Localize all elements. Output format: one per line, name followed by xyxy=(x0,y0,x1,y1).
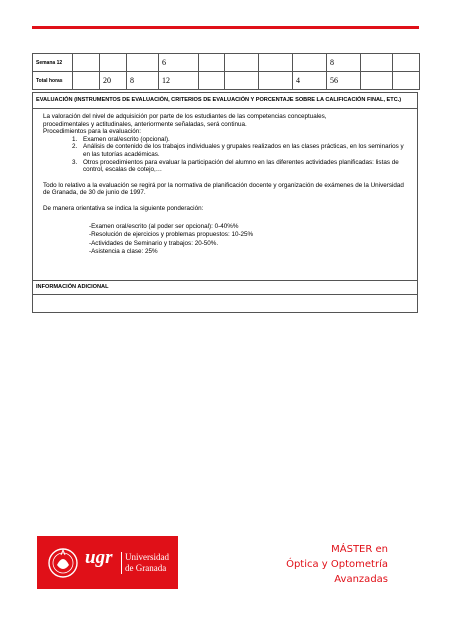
ponderacion-item: -Resolución de ejercicios y problemas propuestos: 10-25% xyxy=(89,231,254,239)
table-cell xyxy=(199,72,225,90)
master-line-2: Óptica y Optometría xyxy=(286,559,388,570)
table-cell: 12 xyxy=(159,72,199,90)
table-cell: 8 xyxy=(127,72,159,90)
table-cell xyxy=(127,54,159,72)
additional-info-heading: INFORMACIÓN ADICIONAL xyxy=(33,281,417,295)
master-title xyxy=(286,542,388,587)
ponderacion-item: -Asistencia a clase: 25% xyxy=(89,248,158,256)
table-cell xyxy=(199,54,225,72)
evaluation-body xyxy=(33,109,417,257)
master-line-1: MÁSTER en xyxy=(331,544,388,555)
hours-table xyxy=(32,53,420,90)
table-cell xyxy=(259,72,293,90)
pomegranate-crest-icon xyxy=(47,545,79,579)
ponderacion-list xyxy=(89,223,409,257)
table-row xyxy=(33,72,420,90)
table-cell: 6 xyxy=(159,54,199,72)
intro-line-3: Procedimientos para la evaluación: xyxy=(43,128,142,136)
logo-ugr: ugr xyxy=(85,547,113,568)
row-label: Semana 12 xyxy=(33,54,73,72)
table-cell xyxy=(73,54,100,72)
logo-name xyxy=(121,552,169,574)
evaluation-section xyxy=(32,92,418,281)
additional-info-section xyxy=(32,280,418,313)
intro-line-2: procedimentales y actitudinales, anteriormente señaladas, será continua. xyxy=(43,120,247,128)
header-rule xyxy=(32,26,419,29)
table-cell: 4 xyxy=(293,72,327,90)
table-cell: 56 xyxy=(327,72,361,90)
ponderacion-intro: De manera orientativa se indica la siguiente ponderación: xyxy=(43,204,204,212)
table-cell: 8 xyxy=(327,54,361,72)
university-logo xyxy=(37,536,178,589)
row-label: Total horas xyxy=(33,72,73,90)
intro-line-1: La valoración del nivel de adquisición por parte de los estudiantes de las competencias conceptuales, xyxy=(43,113,327,120)
normativa-text: Todo lo relativo a la evaluación se regirá por la normativa de planificación docente y organización de exámenes de la Universidad de Granada, de 30 de junio de 1997. xyxy=(43,181,404,197)
ponderacion-item: -Examen oral/escrito (al poder ser opcional): 0-40%% xyxy=(89,222,239,230)
evaluation-heading: EVALUACIÓN (INSTRUMENTOS DE EVALUACIÓN, CRITERIOS DE EVALUACIÓN Y PORCENTAJE SOBRE LA CALIFICACIÓN FINAL, ETC.) xyxy=(33,93,417,109)
table-cell xyxy=(393,72,420,90)
table-cell xyxy=(361,54,393,72)
ponderacion-item: -Actividades de Seminario y trabajos: 20-50%. xyxy=(89,239,219,247)
table-cell xyxy=(293,54,327,72)
table-cell xyxy=(225,72,259,90)
table-cell xyxy=(225,54,259,72)
logo-name-line-2: de Granada xyxy=(125,563,167,573)
table-cell xyxy=(361,72,393,90)
table-cell xyxy=(259,54,293,72)
procedure-item: 3. Otros procedimientos para evaluar la participación del alumno en las diferentes actividades planificadas: listas de control, escalas de cotejo,… xyxy=(79,159,409,174)
table-cell xyxy=(73,72,100,90)
table-cell: 20 xyxy=(100,72,127,90)
master-line-3: Avanzadas xyxy=(334,574,388,585)
procedures-list xyxy=(43,136,409,174)
table-cell xyxy=(100,54,127,72)
procedure-item: 2. Análisis de contenido de los trabajos individuales y grupales realizados en las clases prácticas, en los seminarios y en las tutorías académicas. xyxy=(79,143,409,158)
table-row xyxy=(33,54,420,72)
logo-name-line-1: Universidad xyxy=(125,552,169,562)
table-cell xyxy=(393,54,420,72)
procedure-item: 1. Examen oral/escrito (opcional). xyxy=(79,136,409,144)
